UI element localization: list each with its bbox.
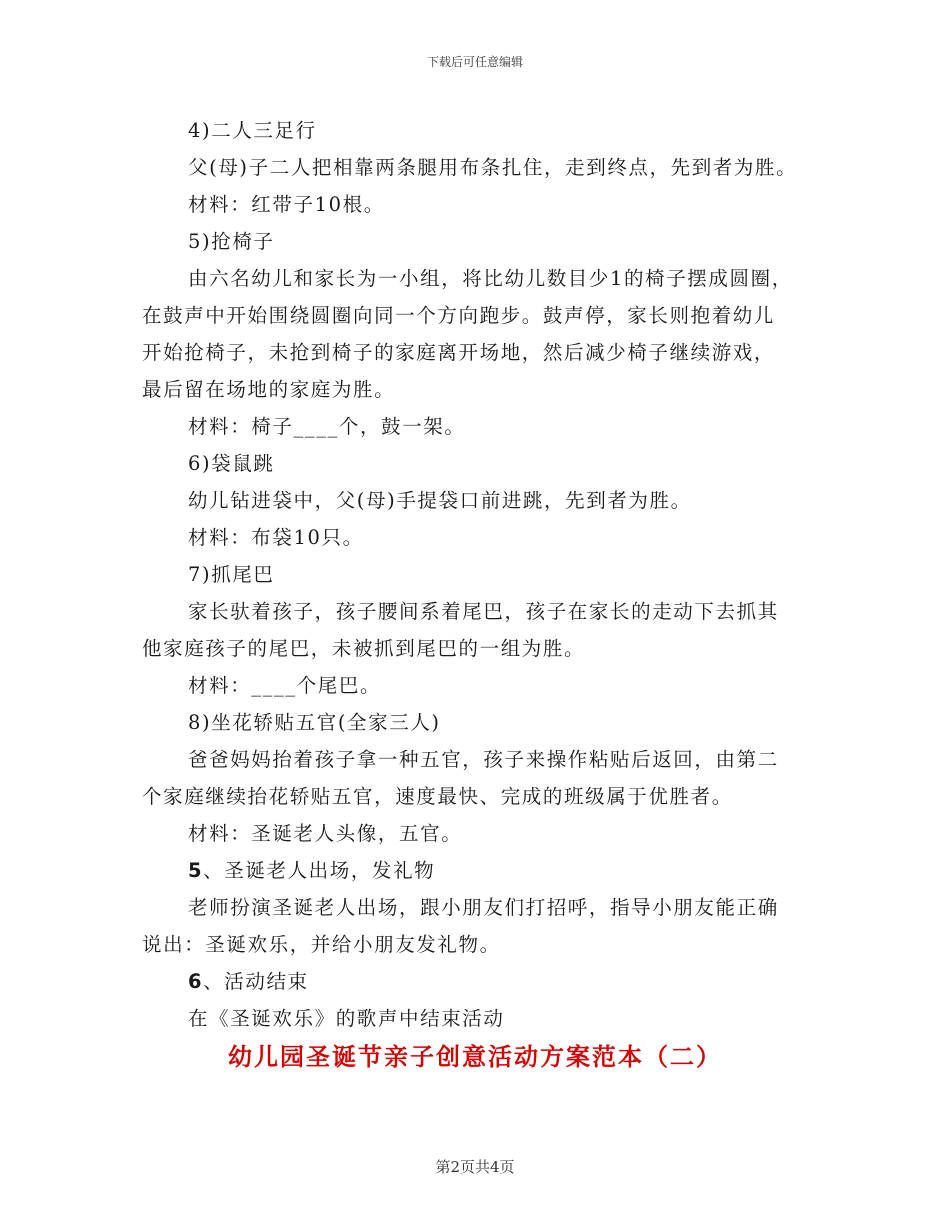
body-line: 最后留在场地的家庭为胜。 (142, 378, 396, 401)
body-line: 幼儿钻进袋中，父(母)手提袋口前进跳，先到者为胜。 (188, 489, 692, 512)
section-number: 6 (188, 970, 204, 993)
body-line: 8)坐花轿贴五官(全家三人) (188, 711, 441, 734)
section-heading: 6、活动结束 (188, 970, 309, 993)
body-line: 7)抓尾巴 (188, 563, 275, 586)
body-line: 材料：圣诞老人头像，五官。 (188, 822, 463, 845)
body-line: 爸爸妈妈抬着孩子拿一种五官，孩子来操作粘贴后返回，由第二 (188, 748, 779, 771)
body-line: 材料：红带子10根。 (188, 193, 385, 216)
body-line: 材料：椅子____个，鼓一架。 (188, 415, 466, 438)
document-body (142, 112, 822, 1037)
body-line: 材料：____个尾巴。 (188, 674, 382, 697)
section-heading: 5、圣诞老人出场，发礼物 (188, 859, 436, 882)
body-line: 说出：圣诞欢乐，并给小朋友发礼物。 (142, 933, 501, 956)
body-line: 在《圣诞欢乐》的歌声中结束活动 (188, 1007, 505, 1030)
body-line: 6)袋鼠跳 (188, 452, 275, 475)
body-line: 材料：布袋10只。 (188, 526, 364, 549)
body-line: 5)抢椅子 (188, 230, 275, 253)
body-line: 父(母)子二人把相靠两条腿用布条扎住，走到终点，先到者为胜。 (188, 156, 798, 179)
body-line: 他家庭孩子的尾巴，未被抓到尾巴的一组为胜。 (142, 637, 586, 660)
body-line: 开始抢椅子，未抢到椅子的家庭离开场地，然后减少椅子继续游戏， (142, 341, 776, 364)
section-number: 5 (188, 859, 204, 882)
body-line: 个家庭继续抬花轿贴五官，速度最快、完成的班级属于优胜者。 (142, 785, 733, 808)
body-line: 在鼓声中开始围绕圆圈向同一个方向跑步。鼓声停，家长则抱着幼儿 (142, 304, 776, 327)
page-footer: 第2页共4页 (435, 1158, 515, 1176)
body-line: 家长驮着孩子，孩子腰间系着尾巴，孩子在家长的走动下去抓其 (188, 600, 779, 623)
body-line: 老师扮演圣诞老人出场，跟小朋友们打招呼，指导小朋友能正确 (188, 896, 779, 919)
body-line: 4)二人三足行 (188, 119, 317, 142)
body-line: 由六名幼儿和家长为一小组，将比幼儿数目少1的椅子摆成圆圈， (188, 267, 793, 290)
document-title: 幼儿园圣诞节亲子创意活动方案范本（二） (228, 1042, 722, 1071)
page-header: 下载后可任意编辑 (426, 55, 523, 69)
